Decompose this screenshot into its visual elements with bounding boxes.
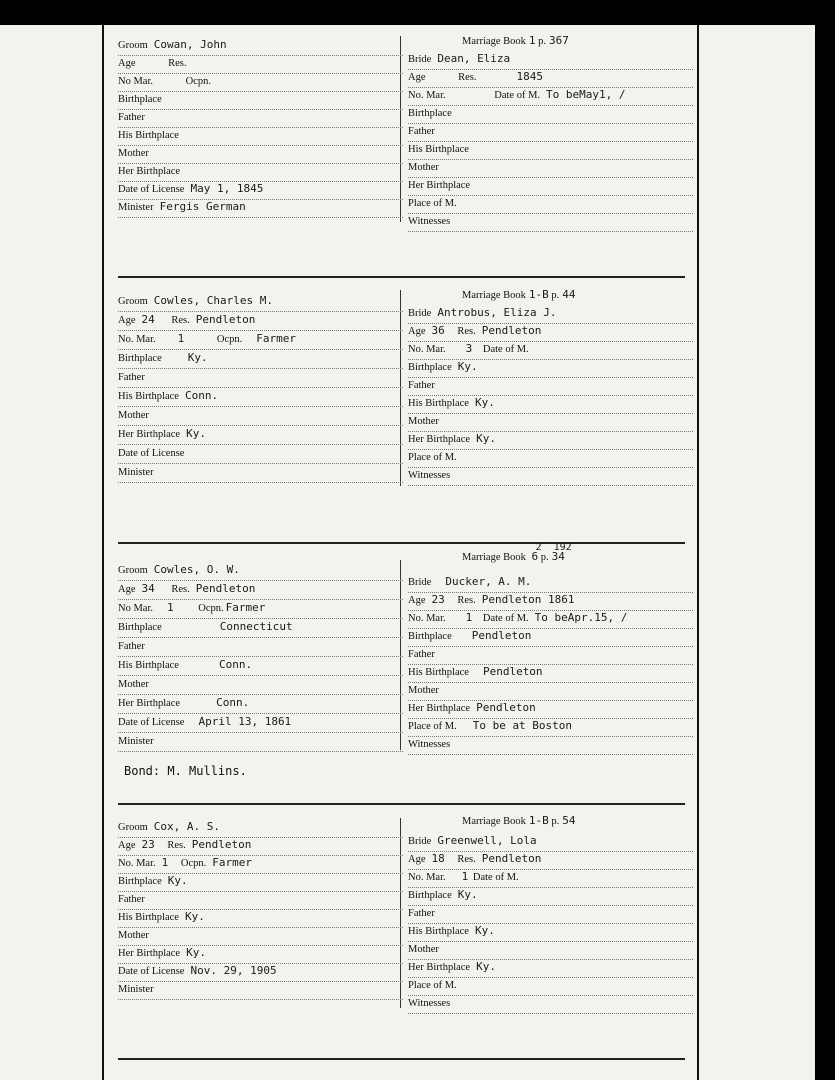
date-of-license-field <box>118 964 403 982</box>
mother-field <box>118 928 403 946</box>
record-separator <box>118 276 685 278</box>
field-value: 1 <box>167 601 174 614</box>
his-birthplace-field <box>118 910 403 928</box>
witnesses-field <box>408 468 693 486</box>
field-label: His Birthplace <box>408 667 469 678</box>
field-label: Age <box>118 840 136 851</box>
field-value: 1 <box>161 856 169 869</box>
field-value: Nov. 29, 1905 <box>190 964 277 977</box>
field-value: April 13, 1861 <box>198 715 292 728</box>
field-value: Conn. <box>218 658 253 671</box>
no-mar-field <box>118 601 403 619</box>
field-value: Pendleton <box>481 324 542 337</box>
age-field <box>118 56 403 74</box>
field-label: Date of M. <box>472 872 519 883</box>
field-label: Father <box>408 908 435 919</box>
field-label: Minister <box>118 202 154 213</box>
father-field <box>118 370 403 388</box>
field-label: Place of M. <box>408 198 457 209</box>
field-value: Ky. <box>476 960 496 973</box>
field-label: Her Birthplace <box>408 962 471 973</box>
birthplace-field <box>118 351 403 369</box>
place-of-m-field <box>408 719 693 737</box>
no-mar-field <box>118 74 403 92</box>
field-label: Father <box>118 112 145 123</box>
field-value: Pendleton <box>482 665 543 678</box>
field-value: Fergis German <box>159 200 246 213</box>
bond-note: Bond: M. Mullins. <box>124 764 247 778</box>
field-value: Ky. <box>184 910 205 923</box>
age-field <box>118 838 403 856</box>
his-birthplace-field <box>118 389 403 407</box>
birthplace-field <box>118 92 403 110</box>
field-value: To beMay1, / <box>546 88 626 101</box>
field-label: Res. <box>457 854 476 865</box>
field-label: Birthplace <box>118 353 162 364</box>
field-value: Ky. <box>474 924 495 937</box>
bride-name: Dean, Eliza <box>437 52 511 65</box>
field-label: Birthplace <box>408 362 452 373</box>
age-field <box>408 70 693 88</box>
field-label: Date of License <box>118 184 185 195</box>
field-label: Res. <box>457 595 476 606</box>
field-value: Ky. <box>186 946 206 959</box>
field-label: Place of M. <box>408 452 457 463</box>
field-value: 23 <box>431 593 445 606</box>
groom-name: Cowles, Charles M. <box>153 294 273 307</box>
no-mar-field <box>118 856 403 874</box>
field-value: Ky. <box>457 360 478 373</box>
field-label: Her Birthplace <box>118 698 181 709</box>
field-value: Pendleton <box>476 701 536 714</box>
field-value: Ky. <box>474 396 495 409</box>
field-value: 1845 <box>516 70 543 83</box>
field-value: 34 <box>141 582 155 595</box>
record-separator <box>118 803 685 805</box>
field-label: Date of M. <box>494 90 541 101</box>
left-margin-line <box>102 25 104 1080</box>
her-birthplace-field <box>118 946 403 964</box>
father-field <box>408 647 693 665</box>
field-label: Minister <box>118 736 154 747</box>
field-label: Age <box>408 326 426 337</box>
birthplace-field <box>408 888 693 906</box>
age-field <box>118 582 403 600</box>
field-value: Farmer <box>256 332 296 345</box>
field-label: Bride <box>408 308 432 319</box>
mother-field <box>118 677 403 695</box>
field-label: Father <box>118 641 145 652</box>
minister-field <box>118 465 403 483</box>
his-birthplace-field <box>408 665 693 683</box>
field-label: His Birthplace <box>408 398 469 409</box>
field-value: Ky. <box>167 874 188 887</box>
field-label: Father <box>408 126 435 137</box>
date-of-license-field <box>118 715 403 733</box>
field-label: Age <box>408 595 426 606</box>
field-label: Age <box>408 854 426 865</box>
field-label: Res. <box>171 315 190 326</box>
field-label: No. Mar. <box>118 858 156 869</box>
field-label: Birthplace <box>408 890 452 901</box>
field-label: Res. <box>168 58 187 69</box>
field-label: Mother <box>408 685 439 696</box>
groom-name: Cowan, John <box>153 38 227 51</box>
place-of-m-field <box>408 450 693 468</box>
field-label: Her Birthplace <box>408 434 471 445</box>
field-label: Witnesses <box>408 739 451 750</box>
field-label: His Birthplace <box>118 912 179 923</box>
right-margin-line <box>697 25 699 1080</box>
father-field <box>408 124 693 142</box>
field-value: Ky. <box>186 427 206 440</box>
field-value: Ky. <box>457 888 478 901</box>
field-value: 1 <box>461 870 469 883</box>
bride-field <box>408 306 693 324</box>
scan-edge <box>815 0 835 1080</box>
bride-name: Greenwell, Lola <box>437 834 537 847</box>
field-label: Place of M. <box>408 980 457 991</box>
field-value: Pendleton <box>481 852 542 865</box>
field-label: Age <box>118 584 136 595</box>
birthplace-field <box>408 629 693 647</box>
field-label: Bride <box>408 577 432 588</box>
bride-field <box>408 575 693 593</box>
field-value: Pendleton <box>471 629 532 642</box>
groom-field <box>118 38 403 56</box>
father-field <box>118 110 403 128</box>
bride-field <box>408 52 693 70</box>
field-label: Mother <box>408 162 439 173</box>
his-birthplace-field <box>118 658 403 676</box>
field-label: No Mar. <box>118 76 153 87</box>
field-label: No. Mar. <box>408 344 446 355</box>
field-label: Groom <box>118 40 148 51</box>
no-mar-field <box>408 342 693 360</box>
his-birthplace-field <box>408 924 693 942</box>
field-label: Date of M. <box>482 344 529 355</box>
field-label: His Birthplace <box>408 926 469 937</box>
field-value: Ky. <box>187 351 208 364</box>
field-label: Her Birthplace <box>408 703 471 714</box>
her-birthplace-field <box>118 164 403 182</box>
field-label: Mother <box>118 148 149 159</box>
field-label: Mother <box>408 416 439 427</box>
field-value: 1 <box>177 332 185 345</box>
field-value: Conn. <box>216 696 250 709</box>
birthplace-field <box>118 874 403 892</box>
mother-field <box>408 414 693 432</box>
field-value: Farmer <box>225 601 266 614</box>
field-label: Date of License <box>118 966 185 977</box>
field-value: 18 <box>431 852 445 865</box>
field-label: Ocpn. <box>198 603 224 614</box>
field-value: Pendleton <box>191 838 252 851</box>
field-label: Her Birthplace <box>118 166 181 177</box>
field-label: No. Mar. <box>408 90 446 101</box>
groom-name: Cowles, O. W. <box>153 563 240 576</box>
field-label: Minister <box>118 467 154 478</box>
field-label: Witnesses <box>408 216 451 227</box>
field-label: Mother <box>118 410 149 421</box>
field-label: Place of M. <box>408 721 457 732</box>
field-label: Groom <box>118 296 148 307</box>
field-label: No. Mar. <box>408 872 446 883</box>
field-value: 23 <box>141 838 155 851</box>
field-label: His Birthplace <box>118 130 179 141</box>
field-value: Pendleton <box>195 313 256 326</box>
marriage-book-ref: Marriage Book 1-B p. 44 <box>462 288 576 301</box>
field-label: Age <box>408 72 426 83</box>
field-label: Bride <box>408 836 432 847</box>
field-label: Groom <box>118 822 148 833</box>
groom-name: Cox, A. S. <box>153 820 220 833</box>
minister-field <box>118 982 403 1000</box>
field-label: Bride <box>408 54 432 65</box>
field-label: No. Mar. <box>118 334 156 345</box>
field-label: Mother <box>408 944 439 955</box>
her-birthplace-field <box>408 178 693 196</box>
field-label: Mother <box>118 930 149 941</box>
marriage-book-ref: Marriage Book 1-B p. 54 <box>462 814 576 827</box>
field-label: Res. <box>458 72 477 83</box>
bride-name: Ducker, A. M. <box>445 575 532 588</box>
field-label: Birthplace <box>118 622 162 633</box>
field-label: Date of License <box>118 448 185 459</box>
minister-field <box>118 200 403 218</box>
father-field <box>408 906 693 924</box>
field-label: Birthplace <box>408 631 452 642</box>
field-label: Res. <box>167 840 186 851</box>
date-of-license-field <box>118 446 403 464</box>
field-value: To beApr.15, / <box>534 611 628 624</box>
field-label: His Birthplace <box>118 391 179 402</box>
birthplace-field <box>408 360 693 378</box>
age-field <box>408 852 693 870</box>
age-field <box>408 324 693 342</box>
field-label: Father <box>118 372 145 383</box>
groom-field <box>118 563 403 581</box>
field-value: Pendleton 1861 <box>481 593 575 606</box>
field-label: Father <box>408 649 435 660</box>
field-label: His Birthplace <box>408 144 469 155</box>
field-label: Res. <box>457 326 476 337</box>
field-value: May 1, 1845 <box>190 182 264 195</box>
field-label: Witnesses <box>408 470 451 481</box>
field-label: Age <box>118 315 136 326</box>
field-label: Birthplace <box>118 876 162 887</box>
field-label: Ocpn. <box>216 334 243 345</box>
bride-field <box>408 834 693 852</box>
field-label: His Birthplace <box>118 660 179 671</box>
date-of-license-field <box>118 182 403 200</box>
field-label: Birthplace <box>408 108 452 119</box>
no-mar-field <box>408 88 693 106</box>
field-value: 3 <box>465 342 473 355</box>
field-value: Pendleton <box>195 582 256 595</box>
her-birthplace-field <box>408 960 693 978</box>
mother-field <box>408 683 693 701</box>
field-label: Her Birthplace <box>118 948 181 959</box>
age-field <box>118 313 403 331</box>
field-value: 24 <box>141 313 155 326</box>
no-mar-field <box>408 611 693 629</box>
field-value: Connecticut <box>219 620 293 633</box>
field-value: Conn. <box>184 389 219 402</box>
field-label: No. Mar. <box>408 613 446 624</box>
field-label: Her Birthplace <box>118 429 181 440</box>
place-of-m-field <box>408 978 693 996</box>
place-of-m-field <box>408 196 693 214</box>
field-label: Father <box>118 894 145 905</box>
groom-field <box>118 294 403 312</box>
field-label: Minister <box>118 984 154 995</box>
field-label: Ocpn. <box>185 76 211 87</box>
field-value: 1 <box>465 611 473 624</box>
field-label: Witnesses <box>408 998 451 1009</box>
his-birthplace-field <box>408 142 693 160</box>
field-label: Date of License <box>118 717 185 728</box>
marriage-book-ref: Marriage Book 2 6 p. 192 34 <box>462 542 572 563</box>
birthplace-field <box>118 620 403 638</box>
field-value: 36 <box>431 324 445 337</box>
field-label: Birthplace <box>118 94 162 105</box>
field-value: Ky. <box>476 432 496 445</box>
her-birthplace-field <box>408 432 693 450</box>
mother-field <box>408 160 693 178</box>
minister-field <box>118 734 403 752</box>
field-label: Mother <box>118 679 149 690</box>
no-mar-field <box>118 332 403 350</box>
her-birthplace-field <box>118 696 403 714</box>
field-label: Date of M. <box>482 613 529 624</box>
his-birthplace-field <box>408 396 693 414</box>
witnesses-field <box>408 214 693 232</box>
father-field <box>118 639 403 657</box>
mother-field <box>408 942 693 960</box>
father-field <box>408 378 693 396</box>
birthplace-field <box>408 106 693 124</box>
field-label: Res. <box>171 584 190 595</box>
field-label: Ocpn. <box>180 858 207 869</box>
no-mar-field <box>408 870 693 888</box>
marriage-book-ref: Marriage Book 1 p. 367 <box>462 34 569 47</box>
field-label: Father <box>408 380 435 391</box>
record-separator <box>118 1058 685 1060</box>
her-birthplace-field <box>118 427 403 445</box>
his-birthplace-field <box>118 128 403 146</box>
mother-field <box>118 408 403 426</box>
witnesses-field <box>408 996 693 1014</box>
groom-field <box>118 820 403 838</box>
field-label: No Mar. <box>118 603 153 614</box>
field-label: Her Birthplace <box>408 180 471 191</box>
field-label: Groom <box>118 565 148 576</box>
father-field <box>118 892 403 910</box>
field-label: Age <box>118 58 136 69</box>
field-value: Farmer <box>212 856 252 869</box>
mother-field <box>118 146 403 164</box>
record-separator <box>118 542 685 544</box>
bride-name: Antrobus, Eliza J. <box>437 306 557 319</box>
witnesses-field <box>408 737 693 755</box>
field-value: To be at Boston <box>472 719 573 732</box>
age-field <box>408 593 693 611</box>
her-birthplace-field <box>408 701 693 719</box>
